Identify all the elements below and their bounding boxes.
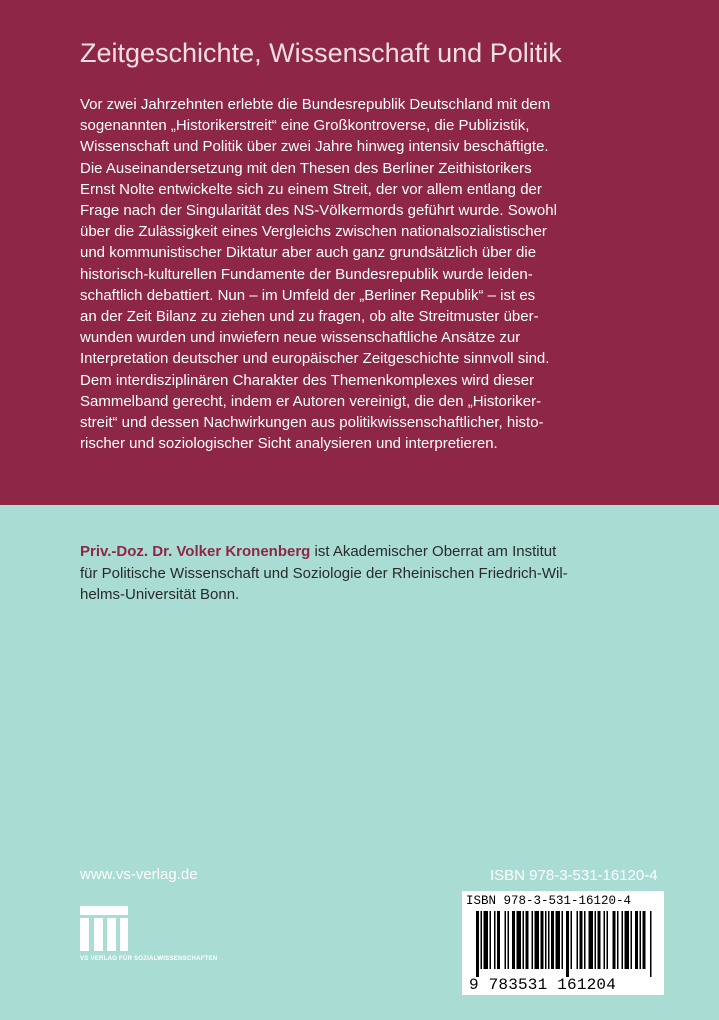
barcode-bar	[625, 911, 630, 969]
barcode-bar	[631, 911, 633, 969]
section-title: Zeitgeschichte, Wissenschaft und Politik	[80, 38, 562, 68]
blurb-line: Sammelband gerecht, indem er Autoren vereinigt, die den „Historiker-	[80, 392, 542, 410]
blurb-line: über die Zulässigkeit eines Vergleichs zwischen nationalsozialistischer	[80, 223, 547, 241]
barcode-bar	[589, 911, 594, 969]
barcode-bar	[494, 911, 496, 969]
blurb-line: Interpretation deutscher und europäischer Zeitgeschichte sinnvoll sind.	[80, 350, 550, 368]
barcode-bar	[490, 911, 492, 969]
ean-number: 9 783531 161204	[469, 976, 617, 994]
author-bio-line: für Politische Wissenschaft und Soziologie der Rheinischen Friedrich-Wil-	[80, 564, 568, 582]
barcode-bar	[613, 911, 616, 969]
barcode-bar	[523, 911, 525, 969]
barcode-bar	[541, 911, 544, 969]
barcode-bar	[556, 911, 561, 969]
barcode-bar	[595, 911, 597, 969]
barcode-bar	[617, 911, 619, 969]
barcode-bar	[481, 911, 483, 969]
barcode-bar	[508, 911, 510, 969]
barcode-bar	[598, 911, 601, 969]
author-name: Priv.-Doz. Dr. Volker Kronenberg	[80, 543, 311, 560]
barcode-bar	[551, 911, 554, 969]
barcode-bar	[484, 911, 489, 969]
barcode-bar	[643, 911, 646, 969]
barcode-bar	[650, 911, 652, 977]
blurb-line: rischer und soziologischer Sicht analysieren und interpretieren.	[80, 435, 498, 453]
blurb-line: Frage nach der Singularität des NS-Völkermords geführt wurde. Sowohl	[80, 202, 557, 220]
blurb-text	[80, 94, 650, 454]
barcode-bar	[635, 911, 638, 969]
blurb-line: historisch-kulturellen Fundamente der Bundesrepublik wurde leiden-	[80, 265, 533, 283]
author-bio-line	[80, 541, 660, 563]
barcode-bar	[622, 911, 624, 969]
publisher-website: www.vs-verlag.de	[80, 866, 198, 883]
blurb-line: Vor zwei Jahrzehnten erlebte die Bundesrepublik Deutschland mit dem	[80, 96, 551, 113]
barcode-bar	[526, 911, 529, 969]
blurb-line: an der Zeit Bilanz zu ziehen und zu fragen, ob alte Streitmuster über-	[80, 308, 539, 326]
barcode-bar	[512, 911, 515, 969]
barcode-bar	[580, 911, 583, 969]
vs-verlag-logo-icon	[80, 906, 128, 951]
barcode-bar	[566, 911, 569, 977]
barcode-bar	[571, 911, 573, 969]
barcode-bar	[584, 911, 586, 969]
author-bio	[80, 541, 660, 606]
author-bio-text: ist Akademischer Oberrat am Institut	[310, 543, 557, 560]
blurb-line: Wissenschaft und Politik über zwei Jahre hinweg intensiv beschäftigte.	[80, 138, 549, 156]
barcode-bar	[548, 911, 550, 969]
barcode-isbn-text: ISBN 978-3-531-16120-4	[466, 894, 632, 908]
author-bio-line: helms-Universität Bonn.	[80, 586, 240, 603]
barcode-bar	[562, 911, 564, 969]
barcode-bar	[505, 911, 507, 969]
barcode-bar	[535, 911, 540, 969]
blurb-line: Ernst Nolte entwickelte sich zu einem Streit, der vor allem entlang der	[80, 180, 542, 198]
blurb-line: und kommunistischer Diktatur aber auch ganz grundsätzlich über die	[80, 244, 537, 262]
blurb-line: wunden wurden und inwiefern neue wissenschaftliche Ansätze zur	[80, 329, 521, 347]
publisher-name: VS VERLAG FÜR SOZIALWISSENSCHAFTEN	[80, 955, 218, 962]
blurb-line: sogenannten „Historikerstreit“ eine Großkontroverse, die Publizistik,	[80, 117, 530, 135]
barcode-bar	[545, 911, 547, 969]
barcode-icon	[476, 911, 656, 977]
top-panel	[0, 0, 719, 505]
barcode-bar	[604, 911, 606, 969]
barcode-bar	[640, 911, 642, 969]
barcode-bar	[517, 911, 522, 969]
blurb-line: schaftlich debattiert. Nun – im Umfeld der „Berliner Republik“ – ist es	[80, 286, 536, 304]
barcode-bar	[577, 911, 579, 969]
blurb-line: Die Auseinandersetzung mit den Thesen des Berliner Zeithistorikers	[80, 159, 532, 177]
blurb-line: Dem interdisziplinären Charakter des Themenkomplexes wird dieser	[80, 371, 535, 389]
isbn-label: ISBN 978-3-531-16120-4	[490, 867, 658, 884]
blurb-line: streit“ und dessen Nachwirkungen aus politikwissenschaftlicher, histo-	[80, 414, 544, 432]
barcode-bar	[476, 911, 479, 977]
barcode-bar	[497, 911, 500, 969]
barcode-bar	[607, 911, 609, 969]
barcode-bar	[532, 911, 534, 969]
